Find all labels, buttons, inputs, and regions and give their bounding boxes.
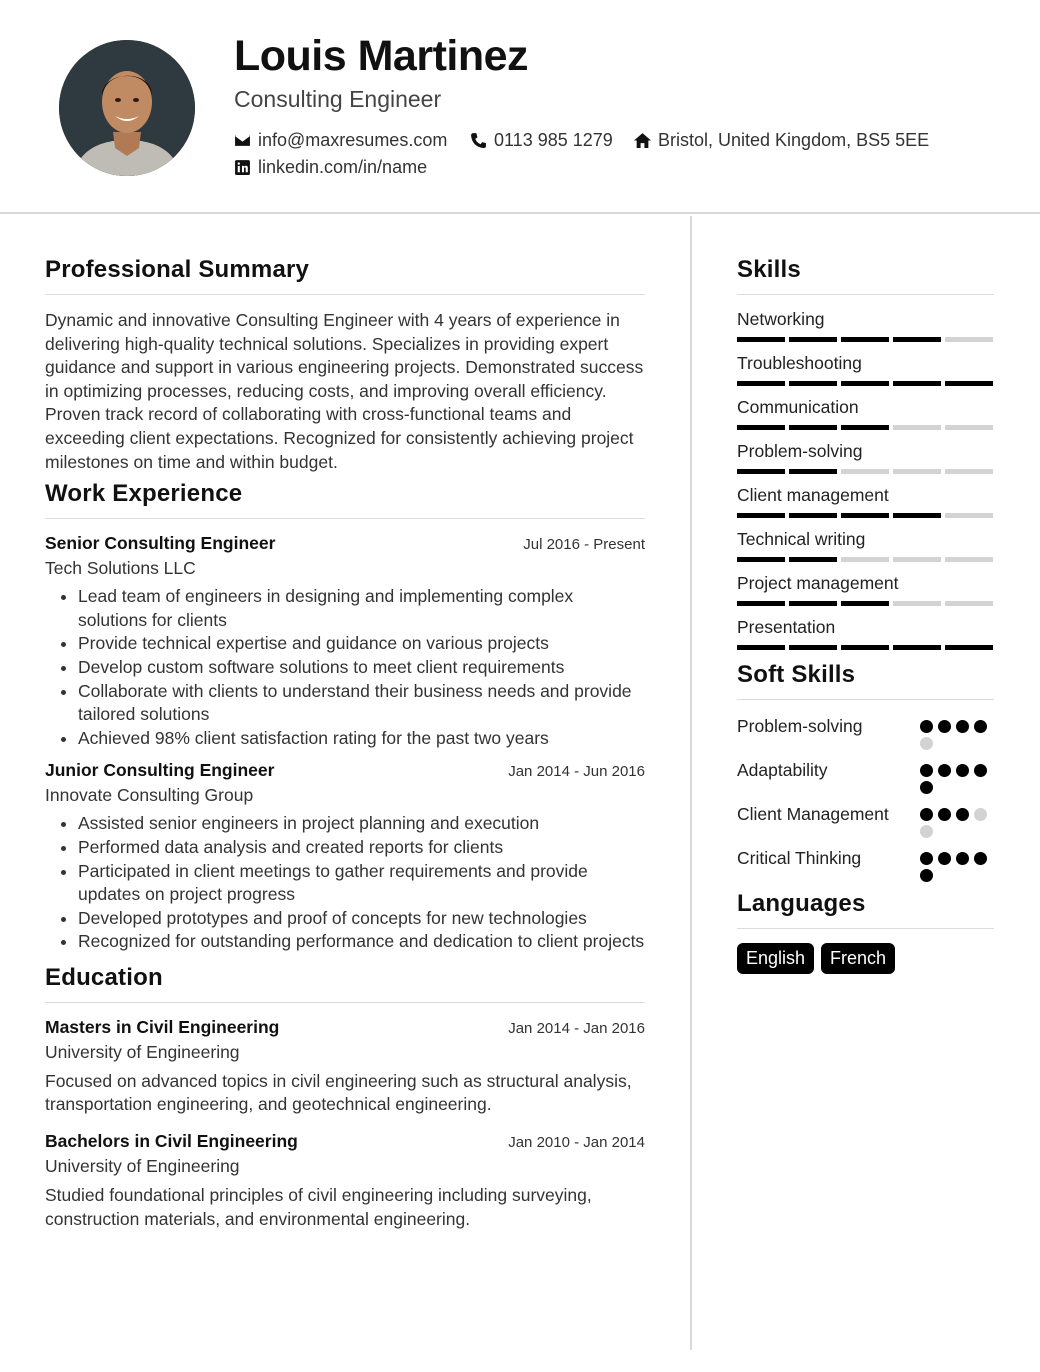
languages-list: [737, 943, 994, 974]
candidate-title: Consulting Engineer: [234, 86, 442, 112]
skill-level-segment: [737, 601, 785, 606]
skill-level-segment: [737, 645, 785, 650]
email-text: info@maxresumes.com: [258, 130, 448, 150]
skills-heading: Skills: [737, 256, 994, 295]
rating-dot: [956, 720, 969, 733]
skill-level-segment: [737, 425, 785, 430]
linkedin-text: linkedin.com/in/name: [258, 157, 428, 177]
skill-name: Problem-solving: [737, 441, 863, 461]
skill-level-segment: [945, 513, 993, 518]
skill-item: [737, 441, 994, 474]
job-title: Senior Consulting Engineer: [45, 533, 276, 554]
job-bullet: • Recognized for outstanding performance and dedication to client projects: [78, 930, 645, 954]
sidebar-column: [737, 256, 994, 974]
skill-level-segment: [789, 337, 837, 342]
skill-name: Client management: [737, 485, 889, 505]
soft-skill-name: Adaptability: [737, 760, 828, 780]
skill-item: [737, 617, 994, 650]
education-section: [45, 964, 645, 1231]
skill-level-segment: [893, 645, 941, 650]
skill-name: Project management: [737, 573, 899, 593]
education-description: Focused on advanced topics in civil engineering such as structural analysis, transportation engineering, and geotechnical engineering.: [45, 1070, 632, 1115]
job-company: Tech Solutions LLC: [45, 558, 196, 579]
rating-dot: [920, 852, 933, 865]
job-bullet: • Performed data analysis and created reports for clients: [78, 836, 645, 860]
soft-skill-rating: [920, 758, 994, 794]
rating-dot: [956, 764, 969, 777]
rating-dot: [938, 764, 951, 777]
skill-name: Communication: [737, 397, 859, 417]
soft-skill-rating: [920, 846, 994, 882]
summary-section: [45, 256, 645, 474]
rating-dot: [938, 852, 951, 865]
job-date: Jan 2014 - Jun 2016: [508, 763, 645, 781]
skill-level-bar: [737, 645, 994, 650]
rating-dot: [956, 808, 969, 821]
skills-list: [737, 309, 994, 650]
job-bullet: • Participated in client meetings to gather requirements and provide updates on project progress: [78, 860, 645, 907]
skill-level-segment: [737, 381, 785, 386]
candidate-name: Louis Martinez: [234, 32, 529, 80]
skill-level-segment: [945, 381, 993, 386]
contact-phone[interactable]: [470, 130, 613, 151]
contact-address: [634, 130, 929, 151]
address-text: Bristol, United Kingdom, BS5 5EE: [658, 130, 930, 150]
skill-level-segment: [893, 601, 941, 606]
soft-skill-rating: [920, 714, 994, 750]
job-title: Junior Consulting Engineer: [45, 760, 275, 781]
soft-skill-name: Client Management: [737, 804, 889, 824]
soft-skills-heading: Soft Skills: [737, 661, 994, 700]
skill-level-bar: [737, 337, 994, 342]
skill-name: Presentation: [737, 617, 836, 637]
soft-skill-item: [737, 802, 994, 838]
skill-level-segment: [945, 469, 993, 474]
skill-level-bar: [737, 425, 994, 430]
soft-skill-item: [737, 758, 994, 794]
languages-heading: Languages: [737, 890, 994, 929]
summary-heading: Professional Summary: [45, 256, 645, 295]
home-icon: [634, 132, 651, 149]
skill-level-segment: [789, 645, 837, 650]
skill-item: [737, 529, 994, 562]
rating-dot: [920, 825, 933, 838]
job-entry: [45, 533, 645, 750]
skill-level-bar: [737, 513, 994, 518]
skill-level-segment: [841, 557, 889, 562]
education-entry: [45, 1017, 645, 1117]
job-bullets: [45, 585, 645, 750]
skill-level-segment: [789, 425, 837, 430]
soft-skill-rating: [920, 802, 994, 838]
skill-level-segment: [893, 557, 941, 562]
skill-level-segment: [841, 337, 889, 342]
rating-dot: [938, 808, 951, 821]
soft-skill-item: [737, 846, 994, 882]
skill-level-segment: [945, 601, 993, 606]
degree-title: Bachelors in Civil Engineering: [45, 1131, 298, 1152]
rating-dot: [920, 764, 933, 777]
column-divider: [690, 216, 692, 1350]
skill-level-segment: [737, 557, 785, 562]
skill-level-segment: [737, 513, 785, 518]
soft-skill-name: Problem-solving: [737, 716, 863, 736]
school-name: University of Engineering: [45, 1156, 240, 1177]
job-bullets: [45, 812, 645, 954]
rating-dot: [920, 737, 933, 750]
skill-item: [737, 353, 994, 386]
person-portrait-icon: [59, 40, 195, 176]
skill-level-segment: [789, 469, 837, 474]
skill-level-segment: [893, 513, 941, 518]
skill-item: [737, 573, 994, 606]
education-date: Jan 2014 - Jan 2016: [508, 1019, 645, 1037]
envelope-icon: [234, 132, 251, 149]
skill-item: [737, 485, 994, 518]
skill-level-segment: [841, 381, 889, 386]
skill-level-segment: [789, 601, 837, 606]
education-heading: Education: [45, 964, 645, 1003]
phone-text: 0113 985 1279: [494, 130, 613, 150]
skill-level-bar: [737, 469, 994, 474]
skill-level-bar: [737, 601, 994, 606]
resume-header: [0, 0, 1040, 214]
skill-level-segment: [945, 645, 993, 650]
profile-photo: [59, 40, 195, 176]
experience-heading: Work Experience: [45, 480, 645, 519]
rating-dot: [974, 852, 987, 865]
skill-level-segment: [945, 425, 993, 430]
rating-dot: [938, 720, 951, 733]
contact-email[interactable]: [234, 130, 447, 151]
skill-name: Technical writing: [737, 529, 866, 549]
job-bullet: • Collaborate with clients to understand their business needs and provide tailored solutions: [78, 680, 645, 727]
skill-level-segment: [841, 645, 889, 650]
skill-level-segment: [789, 513, 837, 518]
job-date: Jul 2016 - Present: [523, 536, 645, 554]
skill-level-bar: [737, 557, 994, 562]
skill-level-segment: [893, 381, 941, 386]
rating-dot: [920, 808, 933, 821]
school-name: University of Engineering: [45, 1041, 240, 1062]
skill-level-segment: [893, 337, 941, 342]
skill-name: Networking: [737, 309, 825, 329]
skill-level-segment: [841, 601, 889, 606]
language-tag: English: [737, 943, 814, 974]
degree-title: Masters in Civil Engineering: [45, 1016, 280, 1037]
phone-icon: [470, 132, 487, 149]
soft-skills-list: [737, 714, 994, 882]
skill-item: [737, 309, 994, 342]
soft-skill-item: [737, 714, 994, 750]
linkedin-icon: [234, 159, 251, 176]
skill-level-segment: [893, 469, 941, 474]
skill-level-segment: [841, 469, 889, 474]
job-bullet: • Assisted senior engineers in project planning and execution: [78, 812, 645, 836]
skill-level-segment: [893, 425, 941, 430]
rating-dot: [920, 781, 933, 794]
skill-level-segment: [789, 557, 837, 562]
job-bullet: • Develop custom software solutions to meet client requirements: [78, 656, 645, 680]
job-company: Innovate Consulting Group: [45, 785, 254, 806]
job-bullet: • Achieved 98% client satisfaction rating for the past two years: [78, 727, 645, 751]
skill-level-segment: [841, 425, 889, 430]
skill-level-bar: [737, 381, 994, 386]
rating-dot: [974, 764, 987, 777]
skill-level-segment: [737, 469, 785, 474]
skill-name: Troubleshooting: [737, 353, 862, 373]
skill-level-segment: [945, 557, 993, 562]
skill-level-segment: [737, 337, 785, 342]
skill-level-segment: [841, 513, 889, 518]
main-column: [45, 256, 645, 1241]
job-entry: [45, 760, 645, 954]
education-entry: [45, 1131, 645, 1231]
soft-skill-name: Critical Thinking: [737, 848, 862, 868]
job-bullet: • Provide technical expertise and guidance on various projects: [78, 632, 645, 656]
rating-dot: [920, 869, 933, 882]
rating-dot: [920, 720, 933, 733]
skill-item: [737, 397, 994, 430]
job-bullet: • Lead team of engineers in designing and implementing complex solutions for clients: [78, 585, 645, 632]
experience-section: [45, 480, 645, 954]
job-bullet: • Developed prototypes and proof of concepts for new technologies: [78, 907, 645, 931]
contact-linkedin[interactable]: [234, 157, 427, 178]
education-date: Jan 2010 - Jan 2014: [508, 1134, 645, 1152]
rating-dot: [956, 852, 969, 865]
skill-level-segment: [789, 381, 837, 386]
skill-level-segment: [945, 337, 993, 342]
education-description: Studied foundational principles of civil engineering including surveying, construction materials, and environmental engineering.: [45, 1185, 592, 1229]
rating-dot: [974, 808, 987, 821]
rating-dot: [974, 720, 987, 733]
summary-text: Dynamic and innovative Consulting Engineer with 4 years of experience in delivering high-quality technical solutions. Specializes in providing expert guidance and support in various engineering projects. Demonstrated success in optimizing processes, reducing costs, and improving overall efficiency. Proven track record of collaborating with cross-functional teams and exceeding client expectations. Recognized for consistently achieving project milestones on time and within budget.: [45, 310, 644, 472]
language-tag: French: [821, 943, 895, 974]
